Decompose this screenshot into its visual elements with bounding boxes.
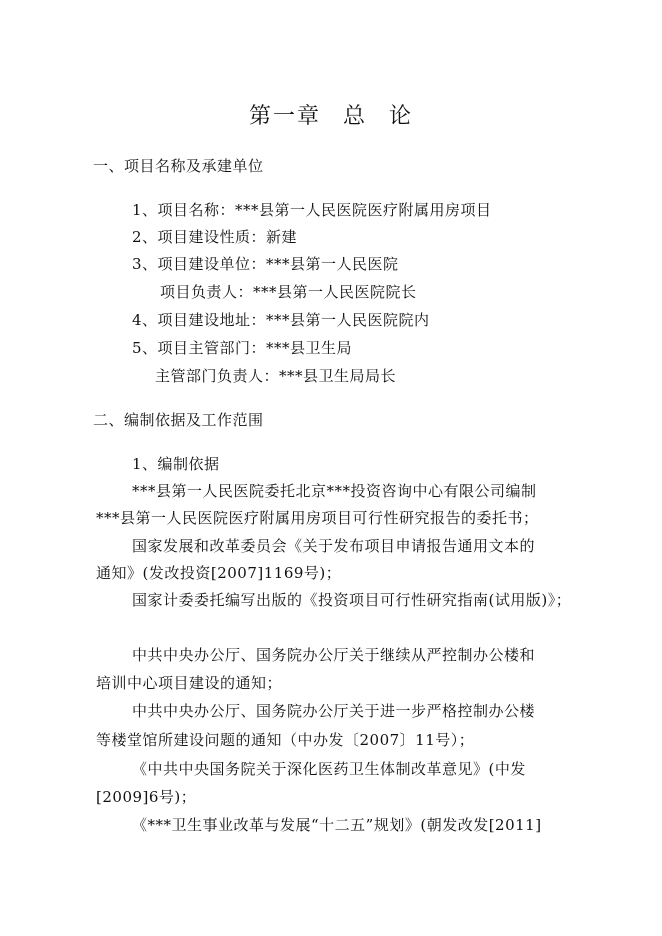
department-leader-item: 主管部门负责人：***县卫生局局长 [155,367,397,385]
basis-line: ***县第一人民医院医疗附属用房项目可行性研究报告的委托书； [96,509,539,527]
section-heading-1: 一、项目名称及承建单位 [93,157,264,175]
project-unit-item: 3、项目建设单位：***县第一人民医院 [132,255,399,273]
basis-line: 培训中心项目建设的通知； [96,674,283,692]
basis-line: 《***卫生事业改革与发展“十二五”规划》(朝发改发[2011] [132,816,542,834]
chapter-title-word-1: 总 [342,104,367,129]
basis-line: 等楼堂馆所建设问题的通知（中办发〔2007〕11号）； [96,731,475,749]
basis-line: 中共中央办公厅、国务院办公厅关于继续从严控制办公楼和 [132,646,536,664]
basis-line: 国家计委委托编写出版的《投资项目可行性研究指南(试用版)》； [132,591,572,609]
project-address-item: 4、项目建设地址：***县第一人民医院院内 [132,311,430,329]
basis-line: 中共中央办公厅、国务院办公厅关于进一步严格控制办公楼 [132,702,536,720]
basis-line: ***县第一人民医院委托北京***投资咨询中心有限公司编制 [132,482,537,500]
project-leader-item: 项目负责人：***县第一人民医院院长 [160,283,417,301]
basis-line: [2009]6号)； [96,788,197,806]
chapter-title [0,103,662,131]
section-heading-2: 二、编制依据及工作范围 [93,411,264,429]
basis-line: 通知》(发改投资[2007]1169号)； [96,564,342,582]
chapter-title-word-2: 论 [389,104,414,129]
basis-subheading: 1、编制依据 [132,455,220,473]
project-department-item: 5、项目主管部门：***县卫生局 [132,339,353,357]
chapter-title-number: 第一章 [248,104,321,129]
basis-line: 《中共中央国务院关于深化医药卫生体制改革意见》(中发 [132,760,526,778]
project-nature-item: 2、项目建设性质：新建 [132,228,298,246]
project-name-item: 1、项目名称：***县第一人民医院医疗附属用房项目 [132,201,492,219]
basis-line: 国家发展和改革委员会《关于发布项目申请报告通用文本的 [132,537,536,555]
